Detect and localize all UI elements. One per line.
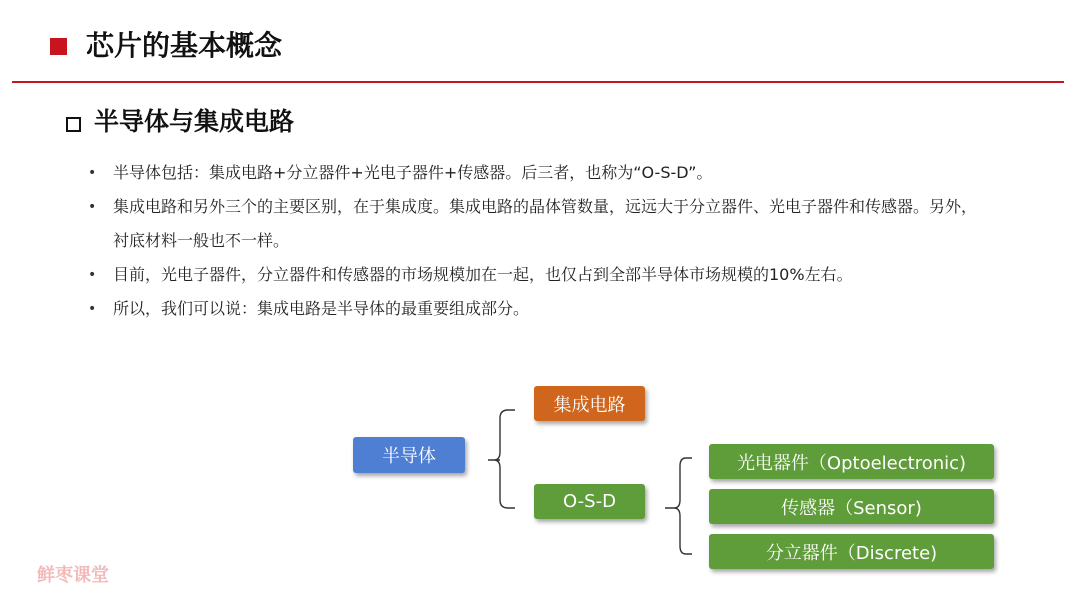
node-optoelectronic: 光电器件（Optoelectronic) bbox=[709, 444, 994, 479]
node-sensor: 传感器（Sensor) bbox=[709, 489, 994, 524]
node-semiconductor: 半导体 bbox=[353, 437, 465, 473]
bullet-item bbox=[88, 156, 988, 190]
bullet-text: 集成电路和另外三个的主要区别，在于集成度。集成电路的晶体管数量，远远大于分立器件、光电子器件和传感器。另外，衬底材料一般也不一样。 bbox=[113, 197, 978, 250]
node-osd: O-S-D bbox=[534, 484, 645, 519]
bullet-dot-icon: • bbox=[88, 267, 97, 283]
bullet-dot-icon: • bbox=[88, 199, 97, 215]
watermark-logo: 鲜枣课堂 bbox=[37, 565, 109, 586]
title-marker bbox=[50, 38, 67, 55]
node-integrated-circuit: 集成电路 bbox=[534, 386, 645, 421]
bullet-dot-icon: • bbox=[88, 301, 97, 317]
bullet-dot-icon: • bbox=[88, 165, 97, 181]
bullet-item bbox=[88, 292, 988, 326]
bullet-item bbox=[88, 190, 988, 258]
page-title: 芯片的基本概念 bbox=[86, 29, 283, 62]
bullet-item bbox=[88, 258, 988, 292]
bullet-text: 目前，光电子器件，分立器件和传感器的市场规模加在一起，也仅占到全部半导体市场规模的10%左右。 bbox=[113, 265, 853, 284]
section-square-icon bbox=[66, 117, 81, 132]
osd-bracket bbox=[665, 458, 692, 554]
node-discrete: 分立器件（Discrete) bbox=[709, 534, 994, 569]
title-divider bbox=[12, 81, 1064, 83]
bullet-text: 半导体包括：集成电路+分立器件+光电子器件+传感器。后三者，也称为“O-S-D”。 bbox=[113, 163, 713, 182]
bullet-text: 所以，我们可以说：集成电路是半导体的最重要组成部分。 bbox=[113, 299, 530, 318]
section-title: 半导体与集成电路 bbox=[94, 107, 295, 136]
bullet-list bbox=[88, 156, 988, 326]
root-bracket bbox=[488, 410, 515, 508]
